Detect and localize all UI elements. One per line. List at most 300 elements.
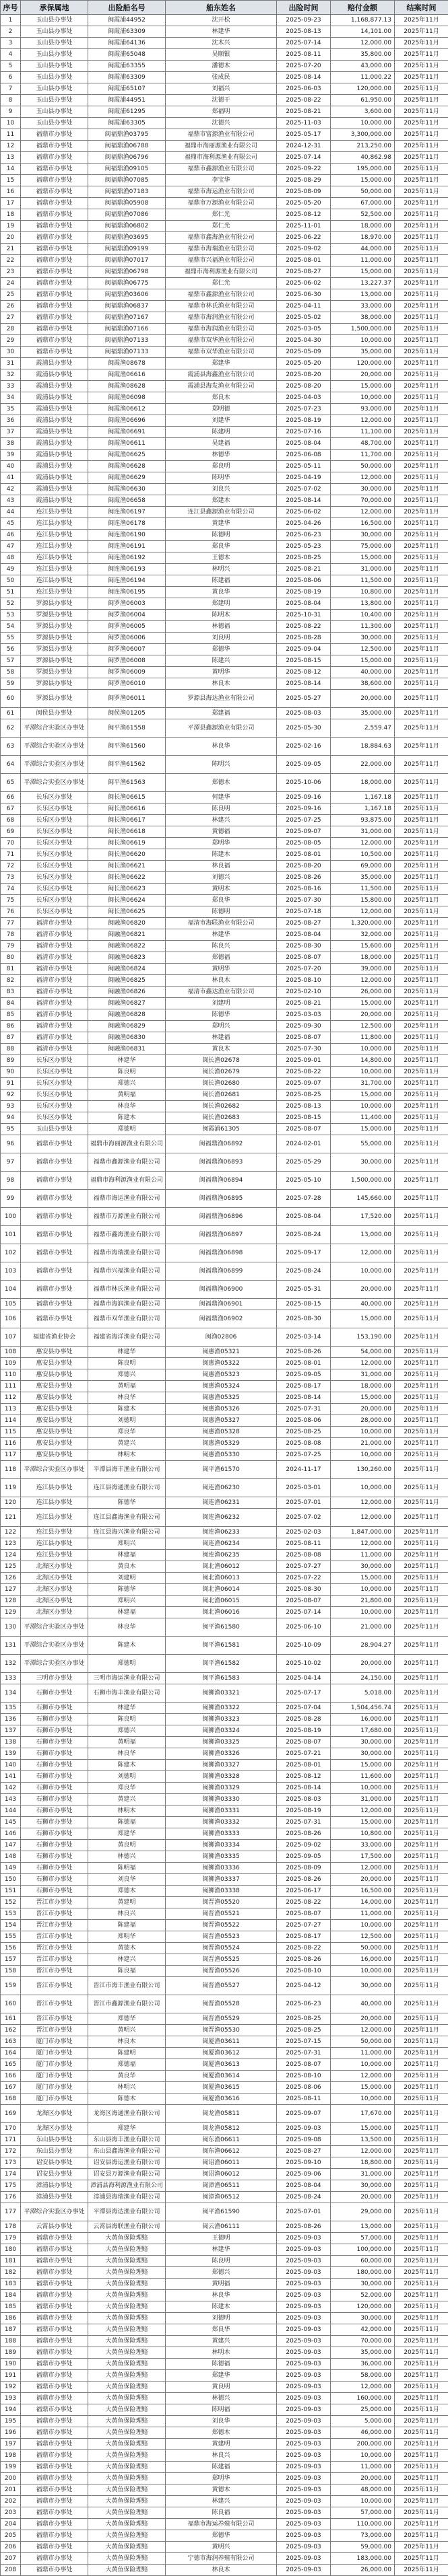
table-row: [1, 2256, 448, 2267]
cell-area: 福鼎市办事处: [21, 244, 88, 255]
cell-no: 54: [1, 621, 21, 633]
cell-owner: 福鼎市海丽源渔业有限公司: [166, 141, 277, 152]
cell-date: 2025-05-10: [277, 1172, 331, 1190]
cell-closed: 2025年11月: [395, 826, 448, 838]
table-row: [1, 381, 448, 392]
cell-closed: 2025年11月: [395, 1897, 448, 1908]
table-row: [1, 472, 448, 484]
cell-date: 2025-07-20: [277, 964, 331, 975]
cell-owner: 闽连渔06233: [166, 1527, 277, 1538]
cell-closed: 2025年11月: [395, 1760, 448, 1771]
cell-closed: 2025年11月: [395, 1584, 448, 1596]
cell-owner: 闽厦渔03614: [166, 2071, 277, 2082]
cell-amount: 1,168,877.13: [331, 15, 395, 26]
cell-area: 玉山县办事处: [21, 106, 88, 118]
cell-closed: 2025年11月: [395, 530, 448, 541]
cell-owner: 福鼎市双华渔业有限公司: [166, 335, 277, 347]
cell-owner: 郑德华: [166, 644, 277, 655]
cell-amount: 10,000.00: [331, 2059, 395, 2071]
cell-no: 157: [1, 1954, 21, 1966]
cell-vessel: 陈良明: [88, 1714, 166, 1725]
cell-no: 2: [1, 26, 21, 38]
cell-amount: 16,000.00: [331, 1714, 395, 1725]
table-row: [1, 918, 448, 929]
cell-no: 108: [1, 1347, 21, 1358]
cell-area: 霞浦县办事处: [21, 381, 88, 392]
cell-no: 155: [1, 1931, 21, 1943]
cell-vessel: 福鼎市万源渔业有限公司: [88, 1208, 166, 1226]
cell-no: 37: [1, 427, 21, 438]
cell-vessel: 闽霞浦64136: [88, 38, 166, 49]
cell-owner: 闽惠渔05324: [166, 1381, 277, 1392]
cell-date: 2025-04-12: [277, 1977, 331, 1995]
cell-amount: 28,000.00: [331, 1415, 395, 1427]
cell-closed: 2025年11月: [395, 1124, 448, 1135]
cell-date: 2025-09-05: [277, 756, 331, 774]
cell-no: 202: [1, 2496, 21, 2507]
cell-area: 连江县办事处: [21, 518, 88, 530]
cell-owner: 闽北渔06013: [166, 1573, 277, 1584]
cell-area: 长乐区办事处: [21, 872, 88, 884]
cell-owner: 黄良华: [166, 587, 277, 598]
cell-vessel: 闽霞渔06616: [88, 369, 166, 381]
cell-area: 玉山县办事处: [21, 15, 88, 26]
cell-area: 福鼎市办事处: [21, 2301, 88, 2313]
table-row: [1, 1783, 448, 1794]
cell-area: 霞浦县办事处: [21, 415, 88, 427]
cell-owner: 陈德明: [166, 530, 277, 541]
cell-closed: 2025年11月: [395, 2542, 448, 2553]
cell-closed: 2025年11月: [395, 2313, 448, 2324]
cell-vessel: 大黄鱼保险理赔: [88, 2519, 166, 2530]
cell-date: 2025-07-02: [277, 484, 331, 495]
cell-date: 2025-07-14: [277, 152, 331, 164]
cell-vessel: 闽霞渔08628: [88, 381, 166, 392]
cell-area: 福鼎市办事处: [21, 232, 88, 244]
table-row: [1, 1637, 448, 1655]
cell-vessel: 林德兴: [88, 1851, 166, 1863]
cell-closed: 2025年11月: [395, 347, 448, 358]
cell-area: 玉山县办事处: [21, 95, 88, 106]
cell-date: 2025-05-20: [277, 358, 331, 369]
table-row: [1, 244, 448, 255]
cell-amount: 20,000.00: [331, 2192, 395, 2203]
cell-date: 2025-09-03: [277, 2290, 331, 2301]
cell-no: 22: [1, 255, 21, 266]
table-row: [1, 2473, 448, 2484]
cell-owner: 闽长渔02680: [166, 1078, 277, 1089]
cell-date: 2025-08-25: [277, 2025, 331, 2036]
cell-amount: 30,000.00: [331, 530, 395, 541]
cell-owner: 王德木: [166, 552, 277, 564]
table-body: [1, 15, 448, 2576]
cell-closed: 2025年11月: [395, 2404, 448, 2416]
table-row: [1, 1527, 448, 1538]
table-row: [1, 1655, 448, 1673]
cell-area: 罗源县办事处: [21, 610, 88, 621]
cell-no: 178: [1, 2221, 21, 2233]
cell-date: 2025-08-06: [277, 575, 331, 587]
cell-vessel: 闽霞渔06625: [88, 450, 166, 461]
cell-date: 2025-07-18: [277, 906, 331, 918]
cell-owner: 林良木: [166, 2565, 277, 2576]
cell-closed: 2025年11月: [395, 756, 448, 774]
cell-date: 2025-08-19: [277, 415, 331, 427]
cell-date: 2025-08-04: [277, 1208, 331, 1226]
cell-no: 36: [1, 415, 21, 427]
cell-closed: 2025年11月: [395, 2370, 448, 2382]
cell-vessel: 闽罗渔06005: [88, 621, 166, 633]
cell-owner: 陈良明: [166, 2256, 277, 2267]
cell-area: 晋江市办事处: [21, 1920, 88, 1931]
table-row: [1, 792, 448, 803]
cell-closed: 2025年11月: [395, 621, 448, 633]
cell-closed: 2025年11月: [395, 1863, 448, 1874]
cell-area: 北海区办事处: [21, 1573, 88, 1584]
table-row: [1, 2169, 448, 2180]
cell-owner: 陈德福: [166, 2359, 277, 2370]
cell-owner: 郑建明: [166, 598, 277, 610]
cell-amount: 57,000.00: [331, 2233, 395, 2244]
cell-no: 73: [1, 872, 21, 884]
table-row: [1, 1995, 448, 2013]
table-row: [1, 255, 448, 266]
cell-date: 2025-08-09: [277, 186, 331, 198]
cell-closed: 2025年11月: [395, 61, 448, 72]
cell-date: 2025-08-15: [277, 655, 331, 667]
cell-amount: 15,000.00: [331, 1392, 395, 1404]
cell-vessel: 林建华: [88, 1703, 166, 1714]
cell-amount: 39,000.00: [331, 964, 395, 975]
cell-amount: 153,190.00: [331, 1328, 395, 1347]
cell-vessel: 晋江市海丰渔业有限公司: [88, 1977, 166, 1995]
cell-date: 2024-12-31: [277, 141, 331, 152]
cell-amount: 10,000.00: [331, 392, 395, 404]
cell-area: 石狮市办事处: [21, 1794, 88, 1805]
cell-owner: 福鼎市海运渔业有限公司: [166, 186, 277, 198]
cell-no: 14: [1, 164, 21, 175]
cell-no: 80: [1, 952, 21, 964]
cell-date: 2025-08-14: [277, 495, 331, 507]
cell-owner: 闽晋渔05520: [166, 1897, 277, 1908]
cell-amount: 15,000.00: [331, 266, 395, 278]
cell-date: 2025-06-03: [277, 83, 331, 95]
header-closed: 结案时间: [395, 1, 448, 15]
cell-closed: 2025年11月: [395, 244, 448, 255]
table-row: [1, 610, 448, 621]
cell-date: 2025-08-24: [277, 1226, 331, 1244]
cell-closed: 2025年11月: [395, 72, 448, 83]
table-row: [1, 1886, 448, 1897]
table-row: [1, 667, 448, 678]
cell-no: 122: [1, 1527, 21, 1538]
cell-amount: 21,000.00: [331, 1438, 395, 1450]
cell-closed: 2025年11月: [395, 1055, 448, 1067]
cell-owner: 闽福鼎渔06895: [166, 1190, 277, 1208]
cell-area: 福清市办事处: [21, 964, 88, 975]
cell-vessel: 大黄鱼保险理赔: [88, 2324, 166, 2336]
cell-date: 2025-08-11: [277, 2094, 331, 2105]
cell-owner: 福鼎市兴福渔业有限公司: [166, 255, 277, 266]
cell-no: 144: [1, 1805, 21, 1817]
cell-vessel: 大黄鱼保险理赔: [88, 2484, 166, 2496]
table-row: [1, 2553, 448, 2565]
cell-vessel: 平潭县海达渔业有限公司: [88, 2203, 166, 2221]
cell-area: 龙海区办事处: [21, 2105, 88, 2123]
cell-owner: 闽福鼎渔06901: [166, 1299, 277, 1310]
cell-date: 2025-10-31: [277, 610, 331, 621]
cell-area: 福鼎市办事处: [21, 1226, 88, 1244]
cell-owner: 霞浦县海发渔业有限公司: [166, 381, 277, 392]
cell-amount: 14,800.00: [331, 1055, 395, 1067]
cell-no: 58: [1, 667, 21, 678]
cell-no: 193: [1, 2393, 21, 2404]
cell-amount: 40,000.00: [331, 1995, 395, 2013]
cell-date: 2025-08-21: [277, 998, 331, 1009]
cell-owner: 福鼎市海利源渔业有限公司: [166, 152, 277, 164]
cell-area: 连江县办事处: [21, 552, 88, 564]
cell-no: 26: [1, 301, 21, 312]
cell-date: 2025-05-30: [277, 719, 331, 738]
cell-owner: 刘德明: [166, 2313, 277, 2324]
table-row: [1, 1584, 448, 1596]
cell-owner: 郑良华: [166, 2324, 277, 2336]
table-row: [1, 369, 448, 381]
cell-date: 2025-07-27: [277, 1561, 331, 1573]
cell-amount: 20,000.00: [331, 1874, 395, 1886]
cell-amount: 50,000.00: [331, 461, 395, 472]
cell-area: 福鼎市办事处: [21, 1281, 88, 1299]
cell-no: 86: [1, 1021, 21, 1032]
table-row: [1, 1415, 448, 1427]
cell-amount: 93,000.00: [331, 404, 395, 415]
cell-amount: 12,000.00: [331, 472, 395, 484]
cell-owner: 林建华: [166, 2244, 277, 2256]
cell-closed: 2025年11月: [395, 2336, 448, 2347]
cell-amount: 20,000.00: [331, 1655, 395, 1673]
cell-area: 福建省渔业协会: [21, 1328, 88, 1347]
cell-no: 171: [1, 2135, 21, 2146]
cell-closed: 2025年11月: [395, 719, 448, 738]
cell-amount: 18,970.00: [331, 232, 395, 244]
cell-owner: 闽晋渔05521: [166, 1908, 277, 1920]
cell-no: 20: [1, 232, 21, 244]
cell-date: 2025-07-28: [277, 1190, 331, 1208]
cell-closed: 2025年11月: [395, 1954, 448, 1966]
cell-closed: 2025年11月: [395, 484, 448, 495]
cell-amount: 14,101.00: [331, 26, 395, 38]
cell-owner: 郑明兴: [166, 1021, 277, 1032]
cell-no: 87: [1, 1032, 21, 1044]
cell-owner: 闽厦渔03611: [166, 2036, 277, 2048]
header-no: 序号: [1, 1, 21, 15]
cell-date: 2025-03-01: [277, 1479, 331, 1497]
cell-amount: 31,000.00: [331, 1369, 395, 1381]
cell-no: 42: [1, 484, 21, 495]
table-row: [1, 849, 448, 861]
cell-closed: 2025年11月: [395, 1874, 448, 1886]
cell-owner: 陈建明: [166, 427, 277, 438]
cell-amount: 11,300.00: [331, 621, 395, 633]
cell-owner: 闽狮渔03326: [166, 1748, 277, 1760]
cell-vessel: 闽融渔06822: [88, 941, 166, 952]
cell-date: 2025-08-03: [277, 708, 331, 719]
table-row: [1, 1596, 448, 1607]
cell-amount: 120,000.00: [331, 2301, 395, 2313]
cell-amount: 50,000.00: [331, 1943, 395, 1954]
cell-owner: 闽惠渔05321: [166, 1347, 277, 1358]
cell-vessel: 郑建华: [88, 1828, 166, 1840]
cell-vessel: 闽霞浦61295: [88, 106, 166, 118]
cell-date: 2025-08-14: [277, 678, 331, 690]
cell-owner: 黄德福: [166, 826, 277, 838]
cell-no: 111: [1, 1381, 21, 1392]
cell-date: 2025-04-30: [277, 335, 331, 347]
table-row: [1, 895, 448, 906]
cell-owner: 闽漳渔06512: [166, 2192, 277, 2203]
cell-vessel: 福鼎市海瑞渔业有限公司: [88, 1244, 166, 1262]
cell-date: 2025-08-14: [277, 1783, 331, 1794]
cell-amount: 10,500.00: [331, 849, 395, 861]
cell-date: 2025-05-09: [277, 347, 331, 358]
cell-owner: 陈德明: [166, 906, 277, 918]
cell-closed: 2025年11月: [395, 2359, 448, 2370]
table-row: [1, 1851, 448, 1863]
table-row: [1, 1226, 448, 1244]
cell-area: 福鼎市办事处: [21, 2256, 88, 2267]
cell-vessel: 闽霞浦44952: [88, 15, 166, 26]
table-row: [1, 738, 448, 756]
cell-no: 183: [1, 2279, 21, 2290]
cell-closed: 2025年11月: [395, 1748, 448, 1760]
cell-amount: 13,000.00: [331, 2221, 395, 2233]
cell-area: 连江县办事处: [21, 1497, 88, 1509]
cell-no: 187: [1, 2324, 21, 2336]
cell-owner: 闽福鼎渔06899: [166, 1262, 277, 1281]
cell-amount: 10,000.00: [331, 1607, 395, 1618]
cell-date: 2025-08-28: [277, 633, 331, 644]
cell-owner: 闽龙渔05811: [166, 2105, 277, 2123]
cell-vessel: 大黄鱼保险理赔: [88, 2382, 166, 2393]
cell-owner: 福鼎市双华渔业有限公司: [166, 347, 277, 358]
cell-no: 11: [1, 129, 21, 141]
cell-vessel: 诏安县海运渔业有限公司: [88, 2157, 166, 2169]
cell-area: 福鼎市办事处: [21, 129, 88, 141]
cell-no: 55: [1, 633, 21, 644]
cell-vessel: 闽福鼎渔07085: [88, 175, 166, 186]
cell-closed: 2025年11月: [395, 2059, 448, 2071]
table-row: [1, 2427, 448, 2439]
cell-amount: 11,600.00: [331, 1771, 395, 1783]
cell-area: 厦门市办事处: [21, 2082, 88, 2094]
cell-owner: 闽渔02806: [166, 1328, 277, 1347]
table-row: [1, 312, 448, 324]
cell-date: 2025-08-22: [277, 621, 331, 633]
cell-closed: 2025年11月: [395, 1995, 448, 2013]
cell-date: 2025-08-20: [277, 381, 331, 392]
cell-closed: 2025年11月: [395, 872, 448, 884]
table-row: [1, 301, 448, 312]
cell-vessel: 刘德明: [88, 1771, 166, 1783]
cell-amount: 20,000.00: [331, 369, 395, 381]
cell-closed: 2025年11月: [395, 849, 448, 861]
cell-date: 2025-04-11: [277, 301, 331, 312]
cell-closed: 2025年11月: [395, 1703, 448, 1714]
cell-area: 福鼎市办事处: [21, 152, 88, 164]
table-row: [1, 1573, 448, 1584]
cell-area: 福鼎市办事处: [21, 2347, 88, 2359]
cell-owner: 闽狮渔03337: [166, 1874, 277, 1886]
cell-amount: 15,000.00: [331, 1310, 395, 1328]
cell-no: 65: [1, 774, 21, 792]
cell-no: 32: [1, 369, 21, 381]
cell-closed: 2025年11月: [395, 152, 448, 164]
cell-owner: 闽厦渔03613: [166, 2059, 277, 2071]
cell-no: 116: [1, 1438, 21, 1450]
cell-area: 闽侯县办事处: [21, 708, 88, 719]
cell-owner: 闽连渔06232: [166, 1509, 277, 1527]
cell-no: 99: [1, 1190, 21, 1208]
cell-area: 霞浦县办事处: [21, 358, 88, 369]
cell-closed: 2025年11月: [395, 1438, 448, 1450]
cell-area: 福鼎市办事处: [21, 175, 88, 186]
cell-no: 57: [1, 655, 21, 667]
cell-closed: 2025年11月: [395, 2267, 448, 2279]
cell-vessel: 郑良华: [88, 1427, 166, 1438]
cell-amount: 59,000.00: [331, 2542, 395, 2553]
cell-date: 2025-08-07: [277, 1908, 331, 1920]
cell-date: 2025-07-31: [277, 1817, 331, 1828]
table-row: [1, 2507, 448, 2519]
cell-closed: 2025年11月: [395, 461, 448, 472]
cell-owner: 闽狮渔03335: [166, 1851, 277, 1863]
cell-area: 福清市办事处: [21, 1009, 88, 1021]
cell-area: 福清市办事处: [21, 941, 88, 952]
cell-owner: 张成民: [166, 72, 277, 83]
cell-owner: 闽福鼎渔06894: [166, 1172, 277, 1190]
cell-no: 180: [1, 2244, 21, 2256]
cell-area: 霞浦县办事处: [21, 450, 88, 461]
cell-vessel: 郑明兴: [88, 1596, 166, 1607]
cell-owner: 刘良明: [166, 633, 277, 644]
cell-date: 2025-08-24: [277, 2192, 331, 2203]
cell-date: 2025-08-21: [277, 106, 331, 118]
cell-date: 2025-08-19: [277, 1725, 331, 1737]
cell-area: 平潭综合实验区办事处: [21, 1618, 88, 1637]
table-row: [1, 1618, 448, 1637]
cell-area: 石狮市办事处: [21, 1805, 88, 1817]
cell-amount: 48,700.00: [331, 438, 395, 450]
cell-vessel: 闽平渔61562: [88, 756, 166, 774]
cell-closed: 2025年11月: [395, 1851, 448, 1863]
cell-vessel: 大黄鱼保险理赔: [88, 2393, 166, 2404]
cell-area: 福鼎市办事处: [21, 2279, 88, 2290]
cell-no: 128: [1, 1596, 21, 1607]
cell-area: 石狮市办事处: [21, 1703, 88, 1714]
table-row: [1, 952, 448, 964]
cell-amount: 13,800.00: [331, 598, 395, 610]
cell-no: 198: [1, 2450, 21, 2462]
cell-amount: 40,862.98: [331, 152, 395, 164]
cell-area: 福鼎市办事处: [21, 335, 88, 347]
cell-area: 石狮市办事处: [21, 1828, 88, 1840]
cell-closed: 2025年11月: [395, 438, 448, 450]
cell-area: 惠安县办事处: [21, 1450, 88, 1461]
cell-vessel: 闽福鼎渔07017: [88, 255, 166, 266]
cell-vessel: 刘良华: [88, 1874, 166, 1886]
cell-vessel: 林建华: [88, 1347, 166, 1358]
table-row: [1, 118, 448, 129]
